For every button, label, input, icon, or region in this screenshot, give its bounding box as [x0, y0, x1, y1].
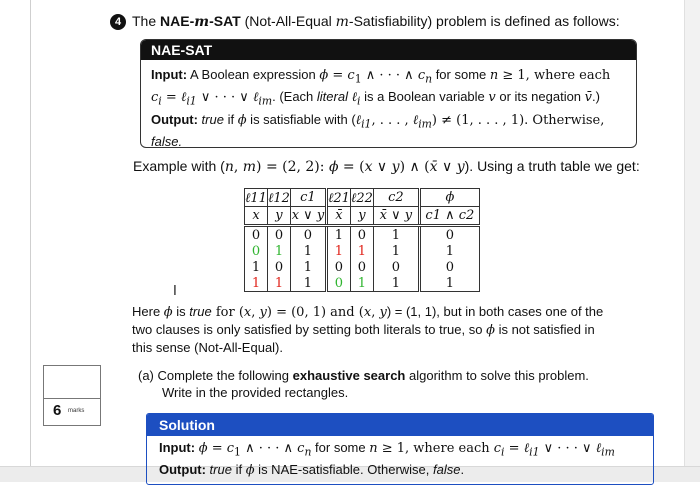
example-statement: Example with (n, m) = (2, 2): ϕ = (x ∨ y) ∧ (x̄ ∨ y). Using a truth table we get:	[133, 158, 640, 175]
table-cell: 0	[419, 259, 479, 275]
solution-box	[146, 413, 654, 485]
table-cell: 1	[290, 243, 326, 259]
part-a-prompt: (a) Complete the following exhaustive search algorithm to solve this problem. Write in the provided rectangles.	[138, 368, 589, 400]
table-cell: 0	[419, 226, 479, 244]
table-cell: 0	[350, 226, 373, 244]
table-row	[245, 226, 480, 244]
table-header-cell: y	[350, 207, 373, 226]
table-cell: 0	[290, 226, 326, 244]
solution-input: Input: $\phi = c_1$ ∧ · · · ∧ $c_n$ for some n ≥ 1, where each $c_i$ = ℓ$_{i1}$ ∨ · · · ∨ ℓ$_{im}$	[159, 440, 615, 459]
table-header-cell: ℓ22	[350, 190, 373, 206]
explanation-paragraph: Here ϕ is true for (x, y) = (0, 1) and (x, y) = (1, 1), but in both cases one of the two clauses is only satisfied by setting both literals to true, so ϕ is not satisfied in this sense (Not-All-Equal).	[132, 304, 604, 355]
table-header-cell: c2	[373, 189, 419, 207]
table-cell-highlight-red: 1	[326, 243, 350, 259]
table-cell: 1	[290, 259, 326, 275]
nae-sat-definition-box	[140, 39, 637, 148]
table-header-cell: ℓ11	[245, 190, 267, 206]
table-cell: 1	[373, 243, 419, 259]
table-cell-highlight-green: 1	[267, 243, 290, 259]
table-cell-highlight-red: 1	[245, 275, 268, 292]
table-cell-highlight-green: 1	[350, 275, 373, 292]
text-cursor-icon: I	[173, 284, 177, 299]
question-heading: 4 The NAE-m-SAT (Not-All-Equal m-Satisfiability) problem is defined as follows:	[110, 13, 620, 30]
truth-table	[244, 188, 480, 292]
table-cell-highlight-green: 0	[245, 243, 268, 259]
solution-body	[147, 436, 653, 479]
table-header-cell: x̄ ∨ y	[373, 207, 419, 226]
table-header-cell: ℓ12	[267, 190, 290, 206]
table-header-cell: c1	[290, 189, 326, 207]
table-cell: 0	[245, 226, 268, 244]
table-cell: 0	[326, 259, 350, 275]
marks-label: marks	[68, 408, 85, 414]
definition-output: Output: true if ϕ is satisfiable with (ℓ$_{i1}$, . . . , ℓ$_{im}$) ≠ (1, . . . , 1). Otherwise, false.	[151, 112, 605, 148]
table-cell: 1	[373, 226, 419, 244]
table-header-cell: c1 ∧ c2	[419, 207, 479, 226]
definition-title: NAE-SAT	[141, 40, 636, 60]
table-cell: 1	[245, 259, 268, 275]
table-cell: 1	[419, 243, 479, 259]
question-number-badge: 4	[110, 14, 126, 30]
table-header-cell: x	[245, 207, 268, 226]
table-cell-highlight-red: 1	[350, 243, 373, 259]
page-left-edge	[30, 0, 31, 481]
table-header-row	[245, 207, 480, 226]
table-header-cell: x ∨ y	[290, 207, 326, 226]
table-cell: 0	[350, 259, 373, 275]
solution-title: Solution	[147, 414, 653, 436]
table-header-cell: y	[267, 207, 290, 226]
table-cell: 1	[326, 226, 350, 244]
marks-divider	[44, 398, 100, 399]
table-cell-highlight-green: 0	[326, 275, 350, 292]
solution-output: Output: true if ϕ is NAE-satisfiable. Otherwise, false.	[159, 461, 465, 478]
table-cell: 1	[419, 275, 479, 292]
table-cell: 0	[373, 259, 419, 275]
table-row	[245, 243, 480, 259]
table-cell: 1	[373, 275, 419, 292]
table-cell: 1	[290, 275, 326, 292]
table-row	[245, 259, 480, 275]
viewer-right-strip	[684, 0, 700, 481]
definition-input: Input: A Boolean expression $\phi = c_1$ ∧ · · · ∧ $c_n$ for some n ≥ 1, where each $c_i$ = ℓ$_{i1}$ ∨ · · · ∨ ℓ$_{im}$. (Each literal ℓ$_i$ is a Boolean variable v or its negation v̄.)	[151, 67, 611, 108]
table-header-row	[245, 189, 480, 207]
marks-box	[43, 365, 101, 426]
table-row	[245, 275, 480, 292]
table-header-cell: x̄	[326, 207, 350, 226]
table-header-cell: ϕ	[419, 189, 479, 207]
table-cell: 0	[267, 259, 290, 275]
table-header-cell: ℓ21	[327, 190, 350, 206]
table-cell-highlight-red: 1	[267, 275, 290, 292]
table-cell: 0	[267, 226, 290, 244]
definition-body	[141, 60, 636, 148]
marks-value: 6	[53, 402, 62, 419]
